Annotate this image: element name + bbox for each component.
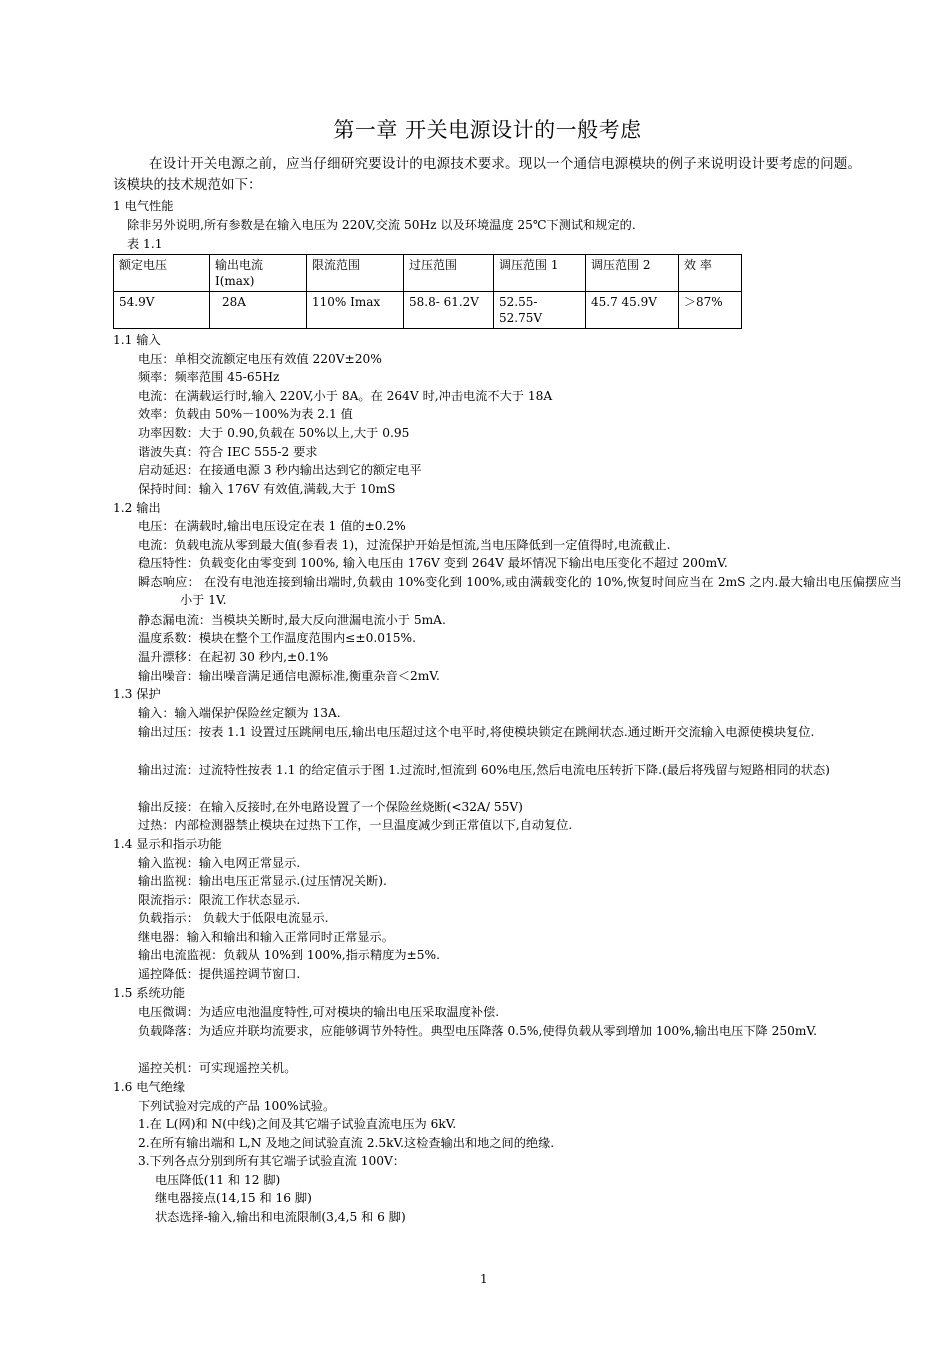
list-item: 电流：在满载运行时,输入 220V,小于 8A。在 264V 时,冲击电流不大于 18A <box>138 389 553 403</box>
table-header-cell: 效 率 <box>679 255 742 292</box>
table-cell: 110% Imax <box>307 292 404 329</box>
list-item: 频率：频率范围 45-65Hz <box>138 370 280 384</box>
list-item: 遥控降低：提供遥控调节窗口. <box>138 967 301 981</box>
list-item: 输出反接：在输入反接时,在外电路设置了一个保险丝烧断(<32A/ 55V) <box>138 800 523 814</box>
list-item: 瞬态响应： 在没有电池连接到输出端时,负载由 10%变化到 100%,或由满载变化的 10%,恢复时间应当在 2mS 之内.最大输出电压偏摆应当小于 1V. <box>138 575 902 607</box>
list-item: 继电器：输入和输出和输入正常同时正常显示。 <box>138 930 394 944</box>
list-item: 过热：内部检测器禁止模块在过热下工作，一旦温度减少到正常值以下,自动复位. <box>138 818 573 832</box>
list-item: 电流：负载电流从零到最大值(参看表 1)，过流保护开始是恒流,当电压降低到一定值得时,电流截止. <box>138 538 671 552</box>
list-item: 输出噪音：输出噪音满足通信电源标准,衡重杂音＜2mV. <box>138 669 440 683</box>
section-1-5-heading: 1.5 系统功能 <box>113 986 186 1000</box>
table-cell: 45.7 45.9V <box>586 292 679 329</box>
table-cell: 52.55- 52.75V <box>494 292 586 329</box>
list-item: 输出监视：输出电压正常显示.(过压情况关断). <box>138 874 387 888</box>
list-item: 输入：输入端保护保险丝定额为 13A. <box>138 706 341 720</box>
page-number: 1 <box>480 1272 488 1286</box>
list-item: 下列试验对完成的产品 100%试验。 <box>138 1099 336 1113</box>
list-item: 温度系数：模块在整个工作温度范围内≤±0.015%. <box>138 631 416 645</box>
sub-list-item: 状态选择-输入,输出和电流限制(3,4,5 和 6 脚) <box>155 1210 406 1224</box>
table-row <box>114 292 742 329</box>
table-cell: 58.8- 61.2V <box>404 292 494 329</box>
table-header-cell: 调压范围 1 <box>494 255 586 292</box>
list-item: 效率：负载由 50%－100%为表 2.1 值 <box>138 407 353 421</box>
table-caption: 表 1.1 <box>127 237 163 251</box>
list-item: 3.下列各点分别到所有其它端子试验直流 100V： <box>138 1154 405 1168</box>
table-header-row <box>114 255 742 292</box>
list-item: 输出电流监视：负载从 10%到 100%,指示精度为±5%. <box>138 948 440 962</box>
list-item: 电压微调：为适应电池温度特性,可对模块的输出电压采取温度补偿. <box>138 1005 500 1019</box>
list-item: 稳压特性：负载变化由零变到 100%, 输入电压由 176V 变到 264V 最坏情况下输出电压变化不超过 200mV. <box>138 556 728 570</box>
list-item: 电压：在满载时,输出电压设定在表 1 值的±0.2% <box>138 519 406 533</box>
section-1-2-heading: 1.2 输出 <box>113 501 161 515</box>
table-header-cell: 额定电压 <box>114 255 210 292</box>
section-1-1-heading: 1.1 输入 <box>113 333 161 347</box>
list-item: 遥控关机：可实现遥控关机。 <box>138 1061 297 1075</box>
intro-paragraph: 在设计开关电源之前，应当仔细研究要设计的电源技术要求。现以一个通信电源模块的例子来说明设计要考虑的问题。该模块的技术规范如下： <box>113 156 861 193</box>
list-item: 温升漂移：在起初 30 秒内,±0.1% <box>138 650 329 664</box>
table-header-cell: 调压范围 2 <box>586 255 679 292</box>
section-1-heading: 1 电气性能 <box>113 199 174 213</box>
list-item: 1.在 L(网)和 N(中线)之间及其它端子试验直流电压为 6kV. <box>138 1117 457 1131</box>
section-1-4-heading: 1.4 显示和指示功能 <box>113 837 222 851</box>
list-item: 负载降落：为适应并联均流要求，应能够调节外特性。典型电压降落 0.5%,使得负载从零到增加 100%,输出电压下降 250mV. <box>138 1024 817 1038</box>
list-item: 输入监视：输入电网正常显示. <box>138 856 301 870</box>
table-header-cell: 限流范围 <box>307 255 404 292</box>
list-item: 限流指示：限流工作状态显示. <box>138 893 301 907</box>
list-item: 保持时间：输入 176V 有效值,满载,大于 10mS <box>138 482 396 496</box>
sub-list-item: 电压降低(11 和 12 脚) <box>155 1173 281 1187</box>
list-item: 2.在所有输出端和 L,N 及地之间试验直流 2.5kV.这检查输出和地之间的绝缘. <box>138 1136 555 1150</box>
spec-table <box>113 254 742 329</box>
section-1-note: 除非另外说明,所有参数是在输入电压为 220V,交流 50Hz 以及环境温度 25℃下测试和规定的. <box>127 218 636 232</box>
list-item: 静态漏电流：当模块关断时,最大反向泄漏电流小于 5mA. <box>138 613 446 627</box>
table-header-cell: 输出电流 I(max) <box>210 255 307 292</box>
chapter-title: 第一章 开关电源设计的一般考虑 <box>333 118 642 142</box>
table-header-cell: 过压范围 <box>404 255 494 292</box>
section-1-6-heading: 1.6 电气绝缘 <box>113 1080 186 1094</box>
list-item: 启动延迟：在接通电源 3 秒内输出达到它的额定电平 <box>138 463 422 477</box>
section-1-3-heading: 1.3 保护 <box>113 687 161 701</box>
list-item: 输出过流：过流特性按表 1.1 的给定值示于图 1.过流时,恒流到 60%电压,然后电流电压转折下降.(最后将残留与短路相同的状态) <box>138 763 830 777</box>
list-item: 输出过压：按表 1.1 设置过压跳闸电压,输出电压超过这个电平时,将使模块锁定在跳闸状态.通过断开交流输入电源使模块复位. <box>138 725 815 739</box>
list-item: 功率因数：大于 0.90,负载在 50%以上,大于 0.95 <box>138 426 410 440</box>
table-cell: ＞87% <box>679 292 742 329</box>
list-item: 负载指示： 负载大于低限电流显示. <box>138 911 329 925</box>
sub-list-item: 继电器接点(14,15 和 16 脚) <box>155 1191 312 1205</box>
list-item: 谐波失真：符合 IEC 555-2 要求 <box>138 445 318 459</box>
table-cell: 28A <box>210 292 307 329</box>
list-item: 电压：单相交流额定电压有效值 220V±20% <box>138 352 382 366</box>
table-cell: 54.9V <box>114 292 210 329</box>
